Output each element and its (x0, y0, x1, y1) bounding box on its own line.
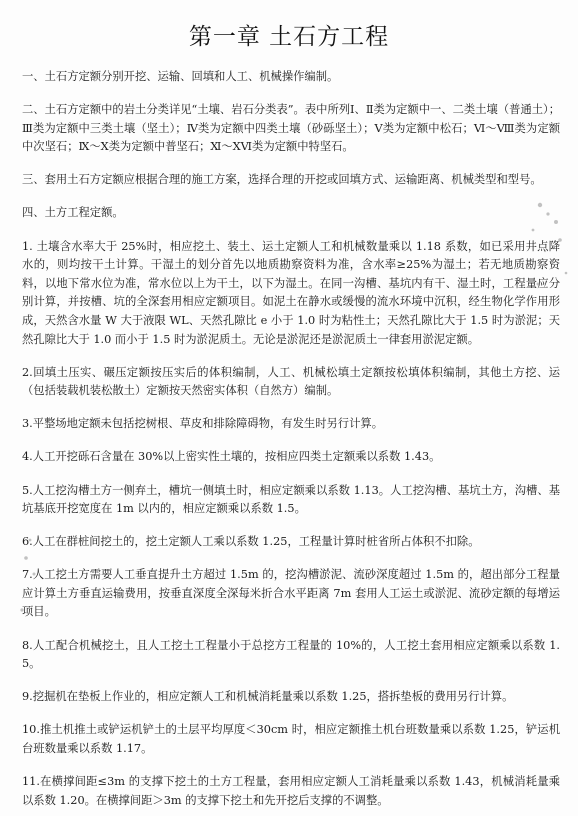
page-title: 第一章 土石方工程 (188, 24, 390, 50)
paragraph-2: 二、土石方定额中的岩土分类详见“土壤、岩石分类表”。表中所列Ⅰ、Ⅱ类为定额中一、二类土壤（普通土）；Ⅲ类为定额中三类土壤（坚土）；Ⅳ类为定额中四类土壤（砂砾坚土）；Ⅴ类为定额中松石；Ⅵ～Ⅷ类为定额中次坚石；Ⅸ～Ⅹ类为定额中普坚石；Ⅺ～ⅩⅥ类为定额中特坚石。 (22, 103, 560, 154)
document-body (22, 68, 560, 825)
paragraph-12: 8.人工配合机械挖土，且人工挖土工程量小于总挖方工程量的 10%的，人工挖土套用相应定额乘以系数 1.5。 (22, 638, 560, 671)
paragraph-4: 四、土方工程定额。 (22, 206, 124, 220)
paragraph-13: 9.挖掘机在垫板上作业的，相应定额人工和机械消耗量乘以系数 1.25，搭拆垫板的费用另行计算。 (22, 690, 514, 704)
paragraph-7: 3.平整场地定额未包括挖树根、草皮和排除障碍物，有发生时另行计算。 (22, 417, 383, 431)
paragraph-9: 5.人工挖沟槽土方一侧弃土，槽坑一侧填土时，相应定额乘以系数 1.13。人工挖沟槽、基坑土方，沟槽、基坑基底开挖宽度在 1m 以内的，相应定额乘以系数 1.5。 (22, 483, 560, 516)
paragraph-6: 2.回填土压实、碾压定额按压实后的体积编制，人工、机械松填土定额按松填体积编制，其他土方挖、运（包括装载机装松散土）定额按天然密实体积（自然方）编制。 (22, 365, 560, 398)
paragraph-14: 10.推土机推土或铲运机铲土的土层平均厚度＜30cm 时，相应定额推土机台班数量乘以系数 1.25，铲运机台班数量乘以系数 1.17。 (22, 723, 560, 755)
paragraph-8: 4.人工开挖砾石含量在 30%以上密实性土壤的，按相应四类土定额乘以系数 1.43。 (22, 450, 441, 464)
paragraph-11: 7.人工挖土方需要人工垂直提升土方超过 1.5m 的，挖沟槽淤泥、流砂深度超过 1.5m 的，超出部分工程量应计算土方垂直运输费用，按垂直深度全深每米折合水平距离 7m 套用人工运土或淤泥、流砂定额的每增运项目。 (22, 568, 560, 619)
paragraph-1: 一、土石方定额分别开挖、运输、回填和人工、机械操作编制。 (22, 70, 339, 83)
paragraph-15: 11.在横撑间距≤3m 的支撑下挖土的土方工程量，套用相应定额人工消耗量乘以系数 1.43，机械消耗量乘以系数 1.20。在横撑间距＞3m 的支撑下挖土和先开挖后支撑的不调整。 (22, 775, 560, 807)
paragraph-3: 三、套用土石方定额应根据合理的施工方案，选择合理的开挖或回填方式、运输距离、机械类型和型号。 (22, 173, 542, 187)
paragraph-10: 6.人工在群桩间挖土的，挖土定额人工乘以系数 1.25，工程量计算时桩省所占体积不扣除。 (22, 535, 480, 549)
paragraph-5: 1. 土壤含水率大于 25%时，相应挖土、装土、运土定额人工和机械数量乘以 1.18 系数，如已采用井点降水的，则均按干土计算。干湿土的划分首先以地质勘察资料为准，含水率≥25%为湿土；若无地质勘察资料，以地下常水位为准，常水位以上为干土，以下为湿土。在同一沟槽、基坑内有干、湿土时，工程量应分别计算，并按槽、坑的全深套用相应定额项目。如泥土在静水或缓慢的流水环境中沉积，经生物化学作用形成，天然含水量 W 大于液限 WL、天然孔隙比 e 小于 1.0 时为粘性土；天然孔隙比大于 1.5 时为淤泥；天然孔隙比大于 1.0 而小于 1.5 时为淤泥质土。无论是淤泥还是淤泥质土一律套用淤泥定额。 (22, 239, 560, 346)
